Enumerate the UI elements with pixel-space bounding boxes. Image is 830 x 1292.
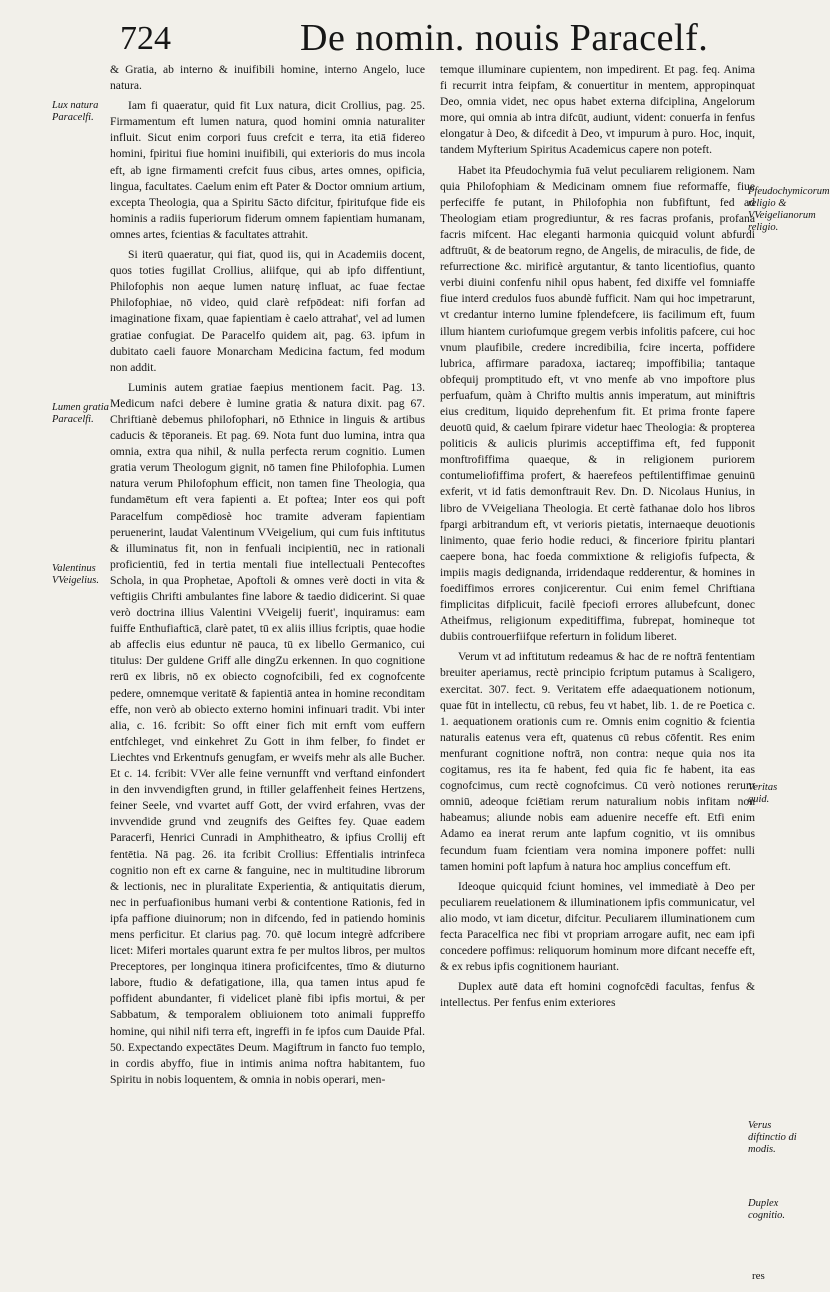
margin-note-valentinus-weigelius: Valentinus VVeigelius. [52,563,99,586]
left-paragraph-4: Luminis autem gratiae faepius mentionem facit. Pag. 13. Medicum nafci debere è lumine gratia & natura dixit. pag 67. Chriftianè debemus philofophari, nō Ethnice in linguis & artibus caducis & tēporaneis. Et pag. 69. Nota funt duo lumina, intra qua omnia, extra qua nihil, & nulla perfecta rerum cognitio. Lumen gratia verum Theologum gignit, nō tamen fine Philofophia. Lumen natura verum Philofophum efficit, non tamen fine Theologia, qua fundamētum eft vera fapienti a. Et poftea; Inter eos qui poft Paracelfum compēdiosè hoc tramite adveram fapientiam peruenerint, laudat Valentinum VVeigelium, qui cum fuis inftitutus & illuminatus fit, non in fenfuali incipientiū, nec in rationali proficientiū, fed in tertia mentali fiue intellectuali Pentecoftes Schola, in qua Prophetae, Apoftoli & omnes verè docti in vita & veftigiis Chrifti ambulantes fine labore & taedio didicerint. Si quae verò doctrina illius Valentini VVeigelij fuerit', inquiramus: eam fuiffe Enthufiafticā, clarè patet, tū ex aliis illius fcriptis, quae hodie ab affeclis eius eduntur nē pauca, tū ex libello Germanico, cui titulus: Der guldene Griff alle dingZu erkennen. In quo cognitione rerū ex libris, nō ex obiecto cognofcibili, fed ex cognofcente pedere, omnemque veritatē & fapientiā antea in homine reconditam effe, non verò ab obiecto externo homini infinuari tradit. Vbi inter alia, c. 16. fcribit: So offt einer fich mit ernft vom euffern entfchleget, vnd einkehret Zu Gott in ihm felber, fo findet er Liechtes vnd Erkentnufs genugfam, er wveifs mehr als alle Bucher. Et c. 14. fcribit: VVer alle feine vernunfft vnd verftand einfondert in den invvendigften grund, in ftiller gelaffenheit feines Hertzens, feiner Seele, vnd vvartet auff Gott, der vvird erfahren, vvas der invvendide grund vnd zeugnifs des Geiftes fey. Quae eadem Paracerfi, Henrici Cunradi in Amphitheatro, & ipfius Crollij eft fentētia. Nā pag. 26. ita fcribit Crollius: Effentialis intrinfeca cognitio non eft ex carne & fanguine, nec in multitudine librorum & lectionis, nec in pluralitate Experientia, & antiquitatis dierum, nec in perfuafionibus humani verbi & contentione Rationis, fed in ipfa paffione diuinorum; non in difcendo, fed in patiendo hominis mens perficitur. Et clarius pag. 70. quē locum integrè adfcribere licet: Miferi mortales quarunt extra fe per multos libros, per multos Preceptores, per longinqua itinera proficifcentes, tīmo & diuturno labore, ftudio & defatigatione, illa, qua tamen intus apud fe poffident abundanter, fi videlicet planè fibi ipfis mortui, & per Sabbatum, & temporalem obliuionem toto animali fuppreffo homine, qui nihil nifi terra eft, ingreffi in fe ipfos cum Dauide Pfal. 50. Expectando expectātes Deum. Magiftrum in fancto fuo templo, in cordis abyffo, fiue in intimis anima noftra habitantem, fuo Spiritu in nobis loquentem, & omnia in nobis operari, men- [110,380,425,1086]
right-text-column [440,62,755,1272]
page-header [110,14,750,60]
left-paragraph-1: & Gratia, ab interno & inuifibili homine, interno Angelo, luce natura. [110,63,425,93]
right-paragraph-1: temque illuminare cupientem, non impedirent. Et pag. feq. Anima fi recurrit intra feipfam, & conuertitur in mentem, appropinquat Deo, omnia videt, nec opus habet externa difciplina, Angelorum more, qui omnia ab intra difcūt, audiunt, vident: conuerfa in fenfus elongatur à Deo, & difcedit à Deo, vt impurum à puro. Hoc, inquit, tandem Myfterium Spiritus Academicus capere non poteft. [440,63,755,157]
right-paragraph-3: Verum vt ad inftitutum redeamus & hac de re noftrā fententiam breuiter aperiamus, rectè principio fcriptum putamus à Scaligero, exercitat. 307. fect. 9. Veritatem effe adaequationem notionum, quae fūt in intellectu, cū rebus, feu vt habet, lib. 1. de re Poetica c. 1. aequationem orationis cum re. Omnis enim cognitio & fcientia naturalis eatenus vera eft, quatenus cū rebus cōfentit. Res enim menfurant cognitione noftrā, non contra: neque quia nos ita cogitamus, res ita fe habent, fed quia fic fe habent, ita eas cognofcimus, cum rectè cognofcimus. Cū verò notiones rerum omniū, adeoque fciētiam rerum naturalium nobis infitam non habeamus; aliunde nobis eam aduenire neceffe eft. Etfi enim Adamo ea inerat rerum ante lapfum cognitio, vt iis omnibus fecundum fuam fcientiam vera nomina imponere poffet: nulli tamen homini poft lapfum à natura hoc amplius conceffum eft. [440,650,755,873]
left-paragraph-3: Si iterū quaeratur, qui fiat, quod iis, qui in Academiis docent, quos toties fugillat Crollius, aliifque, qui ab ipfo diffentiunt, Philofophis non aeque lumen naturę influat, ac fuae fectae Philofophiae, nō video, quid clarè refpōdeat: nifi forfan ad imaginatione fixam, quae fapientiam è caelo attrahat', vel ad lumen gratiae confugiat. De Paracelfo quidem ait, pag. 63. ipfum in dubitato caeli fauore Monarcham Medicina factum, fed modum non addit. [110,248,425,374]
page-number: 724 [120,20,171,57]
margin-note-lux-naturae: Lux natura Paracelfi. [52,100,99,123]
margin-note-duplex-cognitio: Duplex cognitio. [748,1198,786,1221]
right-paragraph-4: Ideoque quicquid fciunt homines, vel immediatè à Deo per peculiarem reuelationem & illuminationem ipfis communicatur, vel alio modo, vt iam dicetur, difcitur. Peculiarem illuminationem cum fecta Paracelfica nec fibi vt propriam arrogare aufit, nec eam ipfi concedere poffimus: reliquorum hominum more difcant neceffe eft, & ex rebus ipfis cognitionem hauriant. [440,879,755,974]
margin-note-lumen-gratiae: Lumen gratia Paracelfi. [52,402,109,425]
left-text-column [110,62,425,1272]
running-title: De nomin. nouis Paracelf. [300,17,709,59]
margin-note-verus-distinctio: Verus diftinctio di modis. [748,1120,797,1155]
catchword: res [752,1270,765,1282]
right-paragraph-5: Duplex autē data eft homini cognofcēdi facultas, fenfus & intellectus. Per fenfus enim exteriores [440,980,755,1010]
left-paragraph-2: Iam fi quaeratur, quid fit Lux natura, dicit Crollius, pag. 25. Firmamentum eft lumen natura, quod homini omnia naturaliter influit. Sicut enim corpori fuus crefcit e terra, ita etiā fidereo homini, fpiritui fiue homini inuifibili, qui exterioris do mus incola eft, ab igne firmamenti crefcit fuus cibus, artes omnes, opificia, lingua, facultates. Caelum enim eft Pater & Doctor omnium artium, excepta Theologia, qua a Spiritu Sācto difcitur, fpiritufque fide eis hominis a radiis fuperiorum fiderum omnem fapientiam humanam, omnes artes, fcientias & facultates attrahit. [110,99,425,241]
margin-note-veritas: Veritas quid. [748,782,778,805]
margin-note-pseudochymicorum: Pfeudochymicorum religio & VVeigelianorum religio. [748,186,830,233]
right-paragraph-2: Habet ita Pfeudochymia fuā velut peculiarem religionem. Nam quia Philofophiam & Medicinam omnem fiue reformaffe, fiue perfeciffe fe putant, in Philofophia non fubfiftunt, fed ad Theologiam etiam progrediuntur, & res facras profanis, profana facris mifcent. Hac eleganti harmonia quicquid volunt abfurdi adftruūt, & de beatorum regno, de Angelis, de miraculis, de fide, de refurrectione &c. mirificè argutantur, & tanto licentiofius, quanto verbi diuini confenfu nihil opus habent, fed dixiffe vel fomniaffe fiue interd credulos fuos abundè fufficit. Nam qui hoc impetrarunt, vt credantur interno lumine fplendefcere, iis facilimum eft, fuum illum hiantem curiofumque gregem verbis infolitis pafcere, cui hoc vnum plaufibile, credere incredibilia, fcire incerta, poffidere lubrica, affirmare paradoxa, iactareq; impoffibilia; tantaque obfequij promptitudo eft, vt vno menfe ab vno impoftore plus perfuafum, quàm à Chrifto multis annis imperatum, aut miniftris eius creditum, liquido deprehenfum fit. Et prima fronte fapere deuotū quid, & caelum fpirare videtur haec Theologia: & propterea politicis & aulicis plurimis acceptiffima eft, fed fupponit monftrofiffima quaeque, & in religionem puriorem contumeliofiffima profert, & haerefeos peftilentiffimae genuinū exferit, vt id fatis demonftrauit Rev. Dn. D. Nicolaus Hunius, in libro de VVeigeliana Theologia. Et certè fathanae dolo hos libros fpargi arbitrandum eft, vt verioris pietatis, internaeque deuotionis linimento, quae ferio hodie reduci, & finceriore fpiritu plantari caepere bona, hac foeda commixtione & religiofis fufpecta, & impiis magis dedignanda, irridendaque redderentur, & homines in foediffimos errores conjicerentur. Cui enim femel Chriftiana fimplicitas difplicuit, facilè fpeciofi errores allubefcunt, donec Atheifmus, religionum expeditiffima, fubrepat, homineque tot dubiis controuerfiifque referturn in folidum liberet. [440,163,755,644]
